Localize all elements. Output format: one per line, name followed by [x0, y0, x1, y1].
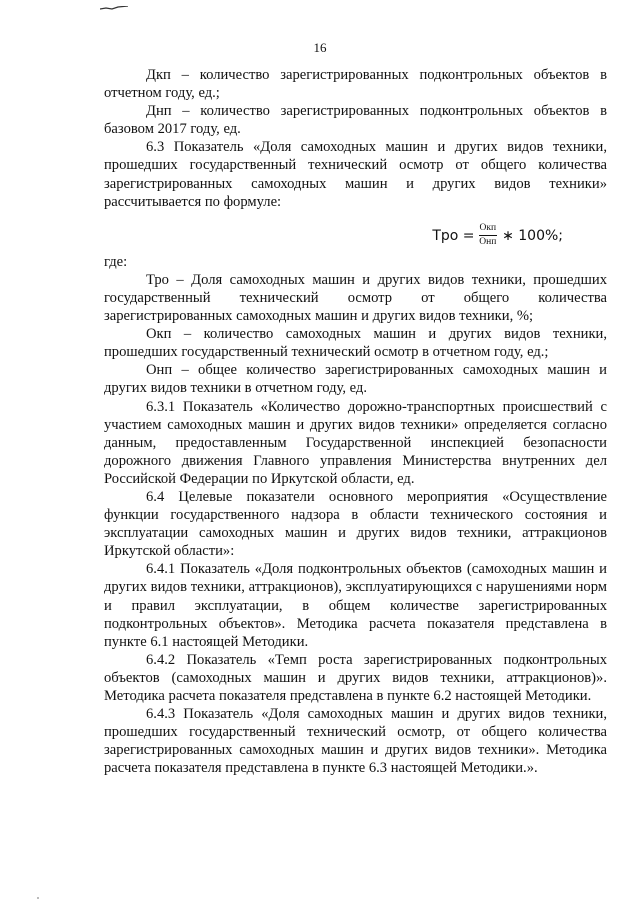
where-label: где: — [104, 253, 128, 270]
paragraph-6-4-1: 6.4.1 Показатель «Доля подконтрольных объектов (самоходных машин и других видов техники, аттракционов), эксплуатирующихся с нарушениями норм и правил эксплуатации, в общем количестве зарегистрированных подконтрольных объектов». Методика расчета показателя представлена в пункте 6.1 настоящей Методики. — [104, 561, 607, 650]
page-number: 16 — [313, 40, 327, 55]
scan-artifact-mark — [100, 6, 128, 10]
formula-lhs: Тро = — [432, 227, 475, 244]
paragraph-6-3-1: 6.3.1 Показатель «Количество дорожно-транспортных происшествий с участием самоходных машин и других видов техники» определяется согласно данным, предоставленным Государственной инспекцией безопасности дорожного движения Главного управления Министерства внутренних дел Российской Федерации по Иркутской области, ед. — [104, 398, 607, 487]
paragraph-dkp: Дкп – количество зарегистрированных подконтрольных объектов в отчетном году, ед.; — [104, 67, 607, 102]
paragraph-okp: Окп – количество самоходных машин и других видов техники, прошедших государственный технический осмотр в отчетном году, ед.; — [104, 326, 607, 361]
formula-tro — [104, 219, 607, 253]
paragraph-6-4-3: 6.4.3 Показатель «Доля самоходных машин и других видов техники, прошедших государственный технический осмотр, от общего количества зарегистрированных самоходных машин и других видов техники». Методика расчета показателя представлена в пункте 6.3 настоящей Методики.». — [104, 706, 607, 777]
paragraph-onp: Онп – общее количество зарегистрированных самоходных машин и других видов техники в отчетном году, ед. — [104, 362, 607, 397]
paragraph-tro: Тро – Доля самоходных машин и других видов техники, прошедших государственный технический осмотр от общего количества зарегистрированных самоходных машин и других видов техники, %; — [104, 271, 607, 325]
formula-denominator: Онп — [479, 237, 497, 248]
scan-dot — [37, 897, 39, 899]
document-body — [104, 66, 607, 777]
formula-rhs: ∗ 100%; — [502, 227, 563, 244]
paragraph-6-4: 6.4 Целевые показатели основного мероприятия «Осуществление функции государственного надзора в области технического состояния и эксплуатации самоходных машин и других видов техники, аттракционов Иркутской области»: — [104, 488, 607, 560]
formula-fraction — [479, 223, 498, 248]
paragraph-6-4-2: 6.4.2 Показатель «Темп роста зарегистрированных подконтрольных объектов (самоходных машин и других видов техники, аттракционов)». Методика расчета показателя представлена в пункте 6.2 настоящей Методики. — [104, 651, 607, 704]
paragraph-6-3: 6.3 Показатель «Доля самоходных машин и других видов техники, прошедших государственный технический осмотр от общего количества зарегистрированных самоходных машин и других видов техники» рассчитывается по формуле: — [104, 139, 607, 210]
formula-numerator: Окп — [479, 223, 498, 236]
paragraph-dnp: Днп – количество зарегистрированных подконтрольных объектов в базовом 2017 году, ед. — [104, 103, 607, 138]
